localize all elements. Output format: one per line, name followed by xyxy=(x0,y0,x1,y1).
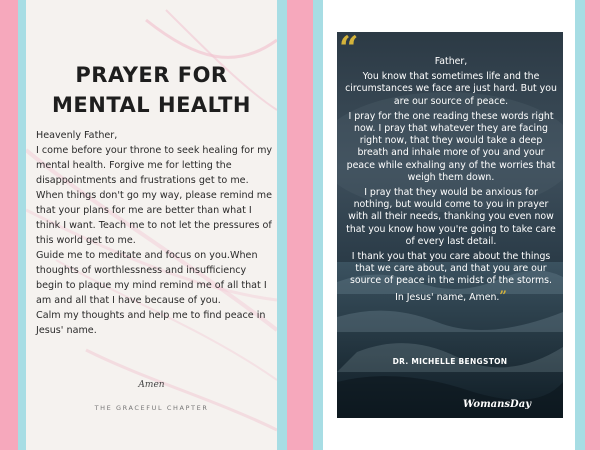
paragraph: You know that sometimes life and the circumstances we face are just hard. But you are our source of peace. xyxy=(345,71,557,107)
teal-stripe-mid-right xyxy=(313,0,323,450)
title-line-1: PRAYER FOR xyxy=(75,63,228,87)
womans-day-logo: WomansDay xyxy=(463,399,532,410)
paragraph: Father, xyxy=(434,56,468,67)
prayer-title xyxy=(26,60,277,120)
pink-stripe-center xyxy=(287,0,313,450)
teal-stripe-left xyxy=(18,0,26,450)
paragraph: I thank you that you care about the things that we care about, and that you are our source of peace in the midst of the storms. xyxy=(350,251,552,287)
close-quote-icon: ” xyxy=(499,288,507,304)
paragraph: I pray for the one reading these words right now. I pray that whatever they are facing right now, that they would take a deep breath and inhale more of you and your peace while exhaling any of the worries that weigh them down. xyxy=(346,110,556,183)
credit-line: THE GRACEFUL CHAPTER xyxy=(94,404,209,412)
paragraph: Guide me to meditate and focus on you.When thoughts of worthlessness and insufficiency begin to plaque my mind remind me of all that I am and all that I have because of you. xyxy=(36,250,267,306)
teal-stripe-right xyxy=(575,0,585,450)
paragraph: I pray that they would be anxious for nothing, but would come to you in prayer with all their needs, thanking you even now that you know how you're going to take care of every last detail. xyxy=(346,187,556,247)
closing-line xyxy=(345,288,557,304)
prayer-body-right xyxy=(345,56,557,307)
pink-stripe-right xyxy=(585,0,600,450)
pink-stripe-left xyxy=(0,0,18,450)
prayer-body-left xyxy=(36,128,274,338)
paragraph: Heavenly Father, xyxy=(36,130,118,141)
title-line-2: MENTAL HEALTH xyxy=(52,93,251,117)
open-quote-icon: “ xyxy=(339,29,359,69)
prayer-card-right xyxy=(323,0,575,450)
teal-stripe-mid-left xyxy=(277,0,287,450)
paragraph: I come before your throne to seek healing for my mental health. Forgive me for letting the disappointments and frustrations get to me. When things don't go my way, please remind me that your plans for me are better than what I think I want. Teach me to not let the pressures of this world get to me. xyxy=(36,145,273,246)
closing-text: In Jesus' name, Amen. xyxy=(395,291,500,303)
prayer-card-left xyxy=(26,0,277,450)
signature: Amen xyxy=(138,380,165,390)
paragraph: Calm my thoughts and help me to find peace in Jesus' name. xyxy=(36,310,266,336)
author-name: DR. MICHELLE BENGSTON xyxy=(392,357,508,366)
